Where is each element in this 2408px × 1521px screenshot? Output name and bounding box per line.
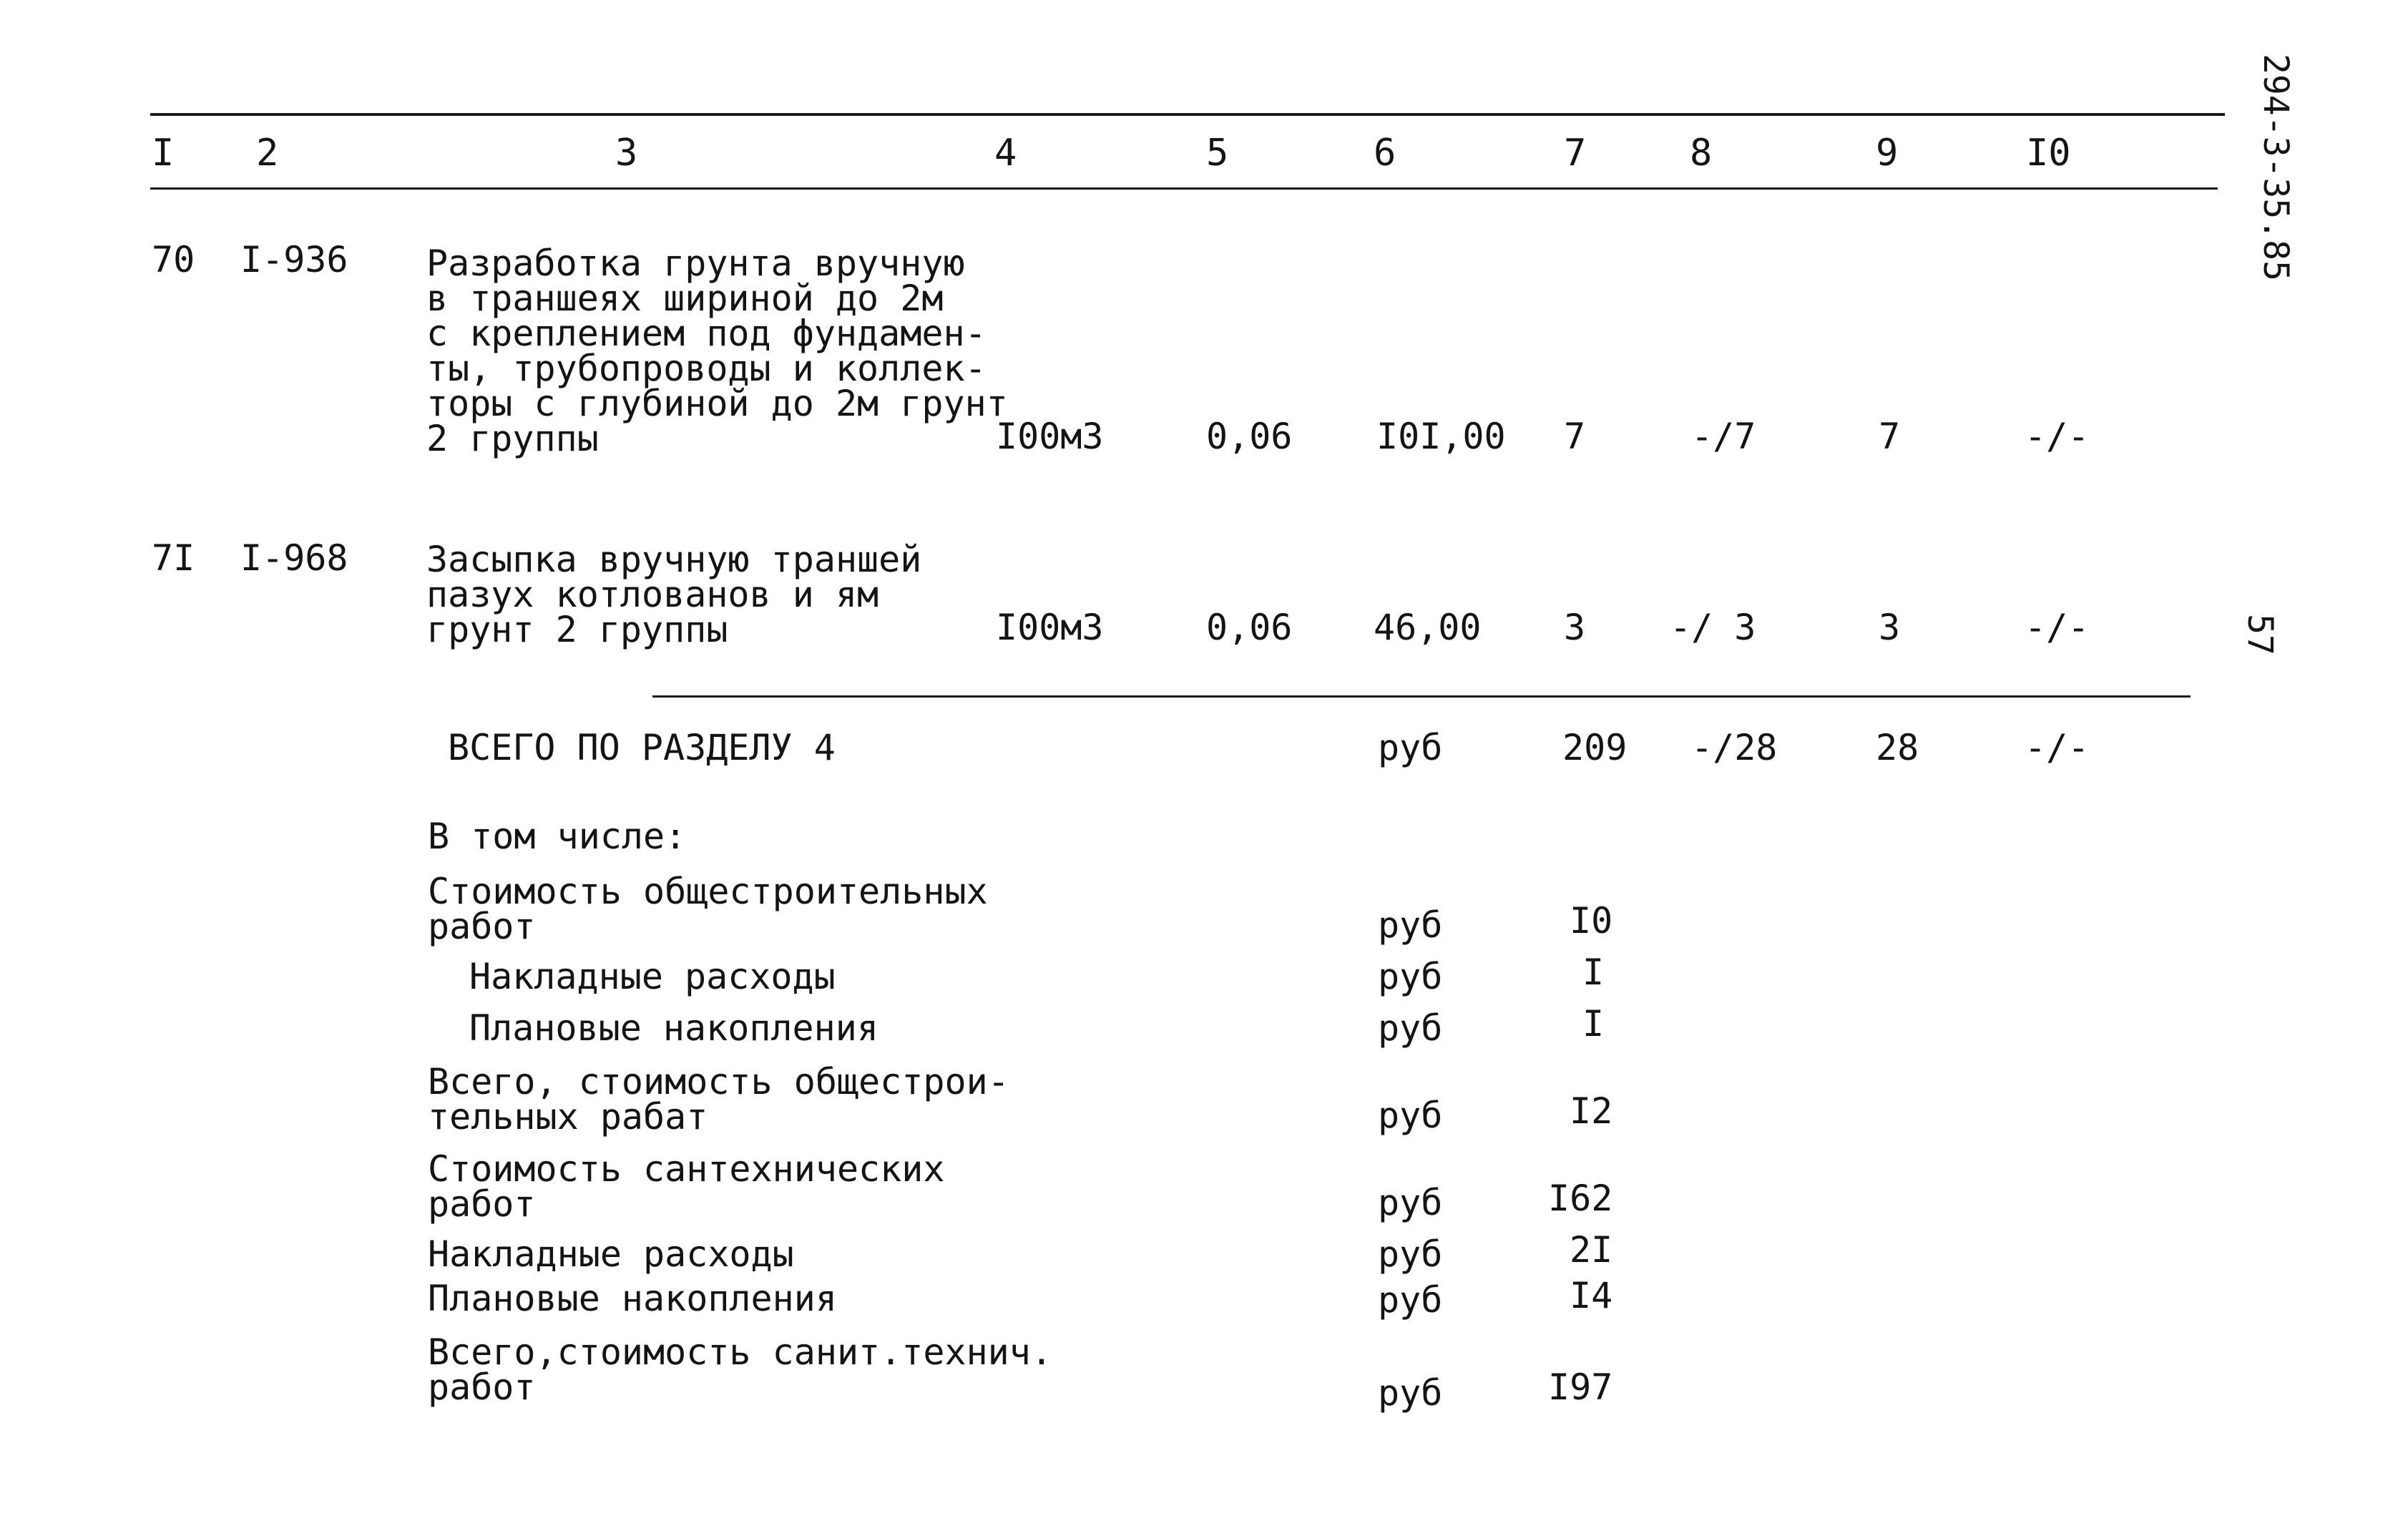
breakdown-value: I2 xyxy=(1570,1090,1613,1132)
breakdown-value: I97 xyxy=(1548,1366,1613,1408)
row-number: 70 xyxy=(152,239,195,280)
header-top-rule xyxy=(150,113,2225,116)
column-header-4: 4 xyxy=(994,132,1017,175)
row-col9: 3 xyxy=(1879,607,1901,648)
row-description: Засыпка вручную траншей пазух котлованов и ям грунт 2 группы xyxy=(426,539,922,650)
row-description: Разработка грунта вручную в траншеях шириной до 2м с креплением под фундамен- ты, трубопроводы и коллек- торы с глубиной до 2м грунт 2 группы xyxy=(426,243,1008,459)
breakdown-label: Всего,стоимость санит.технич. работ xyxy=(428,1331,1052,1408)
section-total-col9: 28 xyxy=(1876,727,1919,768)
section-total-col7: 209 xyxy=(1562,727,1628,768)
breakdown-unit: руб xyxy=(1378,1007,1443,1049)
breakdown-label: Стоимость общестроительных работ xyxy=(428,871,988,947)
row-col10: -/- xyxy=(2025,416,2090,457)
breakdown-value: I xyxy=(1582,1003,1605,1045)
header-bottom-rule xyxy=(150,187,2218,190)
breakdown-unit: руб xyxy=(1378,1095,1443,1136)
row-col10: -/- xyxy=(2025,607,2090,648)
breakdown-label: Накладные расходы xyxy=(428,1233,794,1275)
row-unit: I00м3 xyxy=(996,416,1104,457)
row-number: 7I xyxy=(152,537,195,579)
breakdown-unit: руб xyxy=(1378,1372,1443,1414)
column-header-3: 3 xyxy=(615,132,638,175)
breakdown-unit: руб xyxy=(1378,1182,1443,1223)
row-col8: -/ 3 xyxy=(1670,607,1756,648)
breakdown-label: Всего, стоимость общестрои- тельных рабат xyxy=(428,1061,1009,1138)
breakdown-value: I0 xyxy=(1570,900,1613,942)
page-number: 57 xyxy=(2240,614,2280,655)
column-header-5: 5 xyxy=(1206,132,1229,175)
breakdown-label: Накладные расходы xyxy=(469,956,836,997)
row-code: I-968 xyxy=(240,537,348,579)
breakdown-value: I62 xyxy=(1548,1178,1613,1219)
column-header-2: 2 xyxy=(256,132,279,175)
breakdown-value: I4 xyxy=(1570,1275,1613,1316)
column-header-1: I xyxy=(152,132,175,175)
breakdown-unit: руб xyxy=(1378,956,1443,997)
section-total-label: ВСЕГО ПО РАЗДЕЛУ 4 xyxy=(448,727,836,768)
breakdown-label: Стоимость сантехнических работ xyxy=(428,1148,945,1225)
column-header-6: 6 xyxy=(1374,132,1396,175)
row-price: 46,00 xyxy=(1374,607,1482,648)
document-code: 294-3-35.85 xyxy=(2256,54,2296,281)
row-quantity: 0,06 xyxy=(1206,416,1293,457)
row-quantity: 0,06 xyxy=(1206,607,1293,648)
breakdown-value: I xyxy=(1582,952,1605,993)
row-col7: 7 xyxy=(1564,416,1586,457)
breakdown-unit: руб xyxy=(1378,1279,1443,1321)
total-rule xyxy=(652,695,2191,698)
column-header-7: 7 xyxy=(1564,132,1587,175)
section-total-col8: -/28 xyxy=(1691,727,1778,768)
breakdown-unit: руб xyxy=(1378,904,1443,946)
section-total-col10: -/- xyxy=(2025,727,2090,768)
column-header-10: I0 xyxy=(2026,132,2071,175)
section-total-unit: руб xyxy=(1378,727,1443,768)
row-price: I0I,00 xyxy=(1376,416,1506,457)
breakdown-label: Плановые накопления xyxy=(469,1007,878,1049)
row-code: I-936 xyxy=(240,239,348,280)
row-col9: 7 xyxy=(1879,416,1901,457)
breakdown-value: 2I xyxy=(1570,1229,1613,1271)
column-header-8: 8 xyxy=(1690,132,1713,175)
including-label: В том числе: xyxy=(428,816,687,857)
row-col8: -/7 xyxy=(1691,416,1756,457)
breakdown-unit: руб xyxy=(1378,1233,1443,1275)
row-unit: I00м3 xyxy=(996,607,1104,648)
column-header-9: 9 xyxy=(1876,132,1899,175)
breakdown-label: Плановые накопления xyxy=(428,1278,837,1319)
row-col7: 3 xyxy=(1564,607,1586,648)
